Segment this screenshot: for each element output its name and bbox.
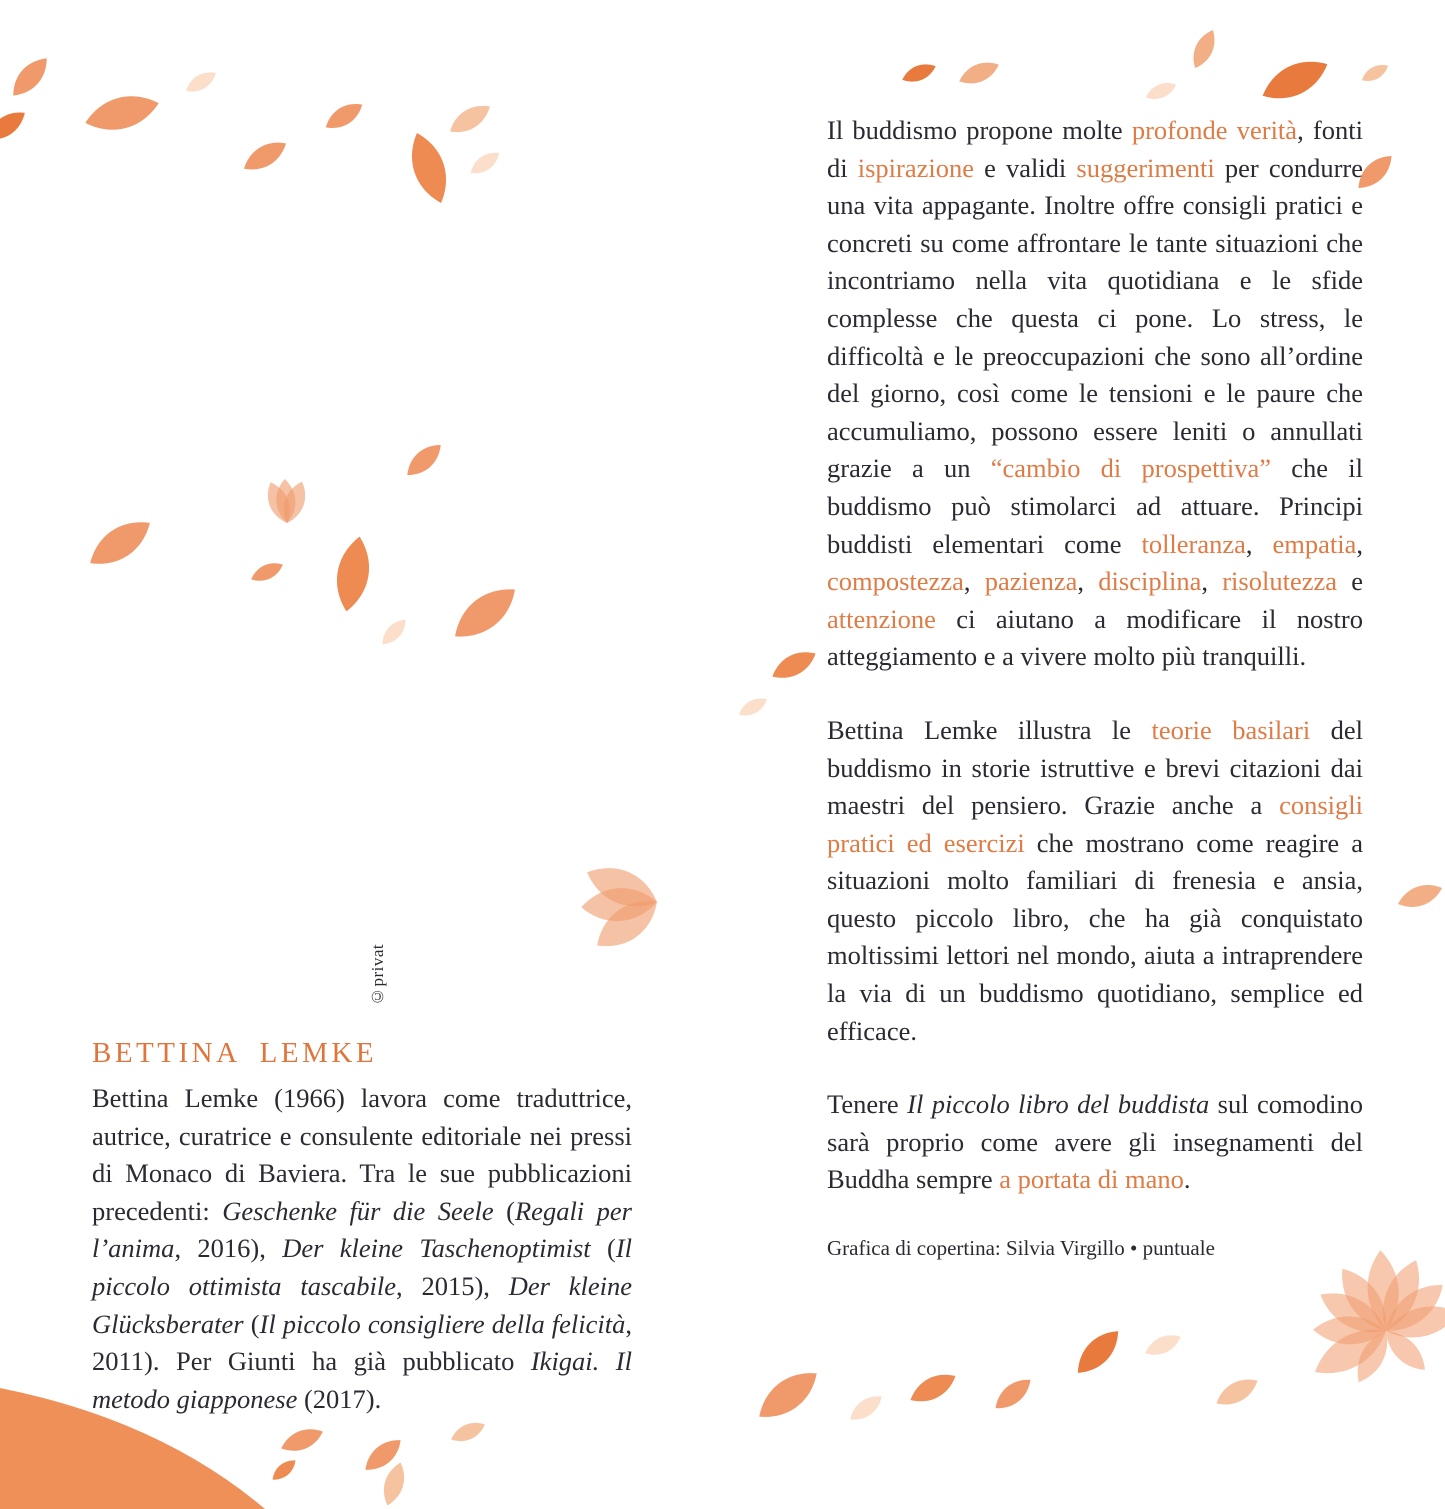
text-segment: risolutezza — [1222, 566, 1337, 597]
book-description — [827, 112, 1363, 1261]
leaf-icon — [379, 1460, 410, 1508]
author-bio — [92, 1080, 632, 1418]
description-paragraph-2 — [827, 712, 1363, 1050]
text-segment: consigli pratici ed esercizi — [827, 790, 1363, 858]
text-segment: , 2016), — [174, 1233, 283, 1264]
text-segment: Ikigai. Il metodo giapponese — [92, 1346, 632, 1414]
text-segment: ci aiutano a modificare il nostro atteggiamento e a vivere molto più tranquilli. — [827, 603, 1363, 672]
text-segment: disciplina — [1098, 566, 1202, 597]
leaf-icon — [1359, 60, 1391, 85]
description-paragraph-1 — [827, 112, 1363, 676]
leaf-icon — [1069, 1323, 1126, 1381]
text-segment: teorie basilari — [1151, 714, 1311, 745]
leaf-icon — [736, 694, 770, 721]
leaf-icon — [1143, 78, 1179, 103]
leaf-icon — [1256, 51, 1334, 109]
leaf-icon — [846, 1390, 887, 1426]
text-segment: , — [963, 566, 985, 597]
leaf-icon — [768, 645, 821, 686]
leaf-icon — [239, 135, 291, 177]
text-segment: Il piccolo ottimista tascabile — [92, 1233, 633, 1301]
leaf-icon — [956, 57, 1002, 90]
author-name-heading: BETTINA LEMKE — [92, 1037, 378, 1069]
leaf-icon — [269, 1456, 300, 1485]
leaf-icon — [900, 59, 939, 86]
text-segment: Regali per l’anima — [92, 1195, 632, 1264]
leaf-icon — [401, 438, 447, 482]
text-segment: tolleranza — [1141, 528, 1246, 559]
lotus-icon — [580, 857, 666, 958]
lotus-icon — [1307, 1249, 1445, 1387]
text-segment: a portata di mano — [999, 1164, 1184, 1195]
text-segment: del buddismo in storie istruttive e brevi citazioni dai maestri del pensiero. Grazie anche a — [827, 714, 1364, 821]
text-segment: Tenere — [827, 1089, 908, 1120]
text-segment: Der kleine Glücksberater — [92, 1270, 633, 1339]
text-segment: e — [1337, 566, 1364, 597]
text-segment: profonde verità — [1131, 115, 1298, 145]
text-segment: “cambio di prospettiva” — [990, 453, 1272, 484]
text-segment: ( — [590, 1233, 616, 1264]
leaf-icon — [750, 1362, 825, 1429]
leaf-icon — [467, 147, 504, 179]
description-paragraph-3 — [827, 1086, 1363, 1199]
leaf-icon — [0, 105, 30, 147]
bud-icon — [262, 478, 311, 526]
text-segment: , 2011). Per Giunti ha già pubblicato — [92, 1308, 632, 1377]
leaf-icon — [321, 97, 367, 135]
leaf-icon — [446, 577, 525, 648]
text-segment: , — [1356, 528, 1363, 559]
text-segment: Il piccolo libro del buddista — [907, 1089, 1210, 1120]
leaf-icon — [1187, 26, 1220, 71]
text-segment: Bettina Lemke illustra le — [827, 714, 1152, 745]
cover-design-credit: Grafica di copertina: Silvia Virgillo • puntuale — [827, 1236, 1215, 1261]
text-segment: attenzione — [827, 603, 936, 634]
leaf-icon — [448, 1418, 488, 1447]
text-segment: (2017). — [297, 1383, 382, 1414]
text-segment: , — [1077, 566, 1099, 597]
text-segment: empatia — [1272, 528, 1357, 559]
text-segment: pazienza — [984, 566, 1078, 597]
text-segment: suggerimenti — [1076, 152, 1215, 183]
leaf-icon — [445, 98, 495, 139]
leaf-icon — [1142, 1330, 1184, 1361]
leaf-icon — [81, 88, 162, 138]
text-segment: Der kleine Taschenoptimist — [282, 1233, 591, 1264]
text-segment: Geschenke für die Seele — [222, 1195, 494, 1226]
text-segment: ispirazione — [857, 152, 974, 183]
text-segment: Il piccolo consigliere della felicità — [259, 1308, 626, 1339]
text-segment: . — [1183, 1164, 1191, 1195]
leaf-icon — [182, 67, 219, 97]
leaf-icon — [331, 534, 375, 614]
text-segment: Bettina Lemke (1966) lavora come traduttrice, autrice, curatrice e consulente editoriale nei pressi di Monaco di Baviera. Tra le sue pubblicazioni precedenti: — [92, 1083, 632, 1226]
leaf-icon — [906, 1367, 961, 1409]
text-segment: e validi — [973, 152, 1077, 183]
text-segment: ( — [243, 1308, 260, 1339]
text-segment: sul comodino sarà proprio come avere gli insegnamenti del Buddha sempre — [827, 1089, 1363, 1195]
leaf-icon — [403, 128, 456, 208]
text-segment: , fonti di — [827, 115, 1363, 183]
text-segment: che mostrano come reagire a situazioni molto familiari di frenesia e ansia, questo piccolo libro, che ha già conquistato moltissimi lettori nel mondo, aiuta a intraprendere la via di un buddismo quotidiano, semplice ed efficace. — [827, 827, 1363, 1046]
text-segment: ( — [493, 1195, 515, 1226]
text-segment: , — [1245, 528, 1273, 559]
photo-credit: ©privat — [368, 943, 387, 1006]
text-segment: compostezza — [827, 566, 964, 597]
text-segment: Il buddismo propone molte — [827, 115, 1132, 145]
text-segment: , — [1201, 566, 1223, 597]
text-segment: per condurre una vita appagante. Inoltre offre consigli pratici e concreti su come affrontare le tante situazioni che incontriamo nella vita quotidiana e le sfide complesse che questa ci pone. Lo stress, le difficoltà e le preoccupazioni che sono all’ordine del giorno, così come le tensioni e le paure che accumuliamo, possono essere leniti o annullati grazie a un — [827, 152, 1363, 484]
text-segment: che il buddismo può stimolarci ad attuare. Principi buddisti elementari come — [827, 453, 1364, 559]
leaf-icon — [1212, 1372, 1262, 1412]
leaf-icon — [6, 52, 55, 103]
leaf-icon — [82, 511, 158, 576]
leaf-icon — [990, 1373, 1037, 1416]
leaf-icon — [377, 615, 410, 649]
leaf-icon — [248, 558, 286, 586]
text-segment: , 2015), — [396, 1270, 509, 1301]
author-section — [92, 1036, 632, 1418]
leaf-icon — [278, 1423, 327, 1457]
leaf-icon — [1395, 879, 1445, 913]
